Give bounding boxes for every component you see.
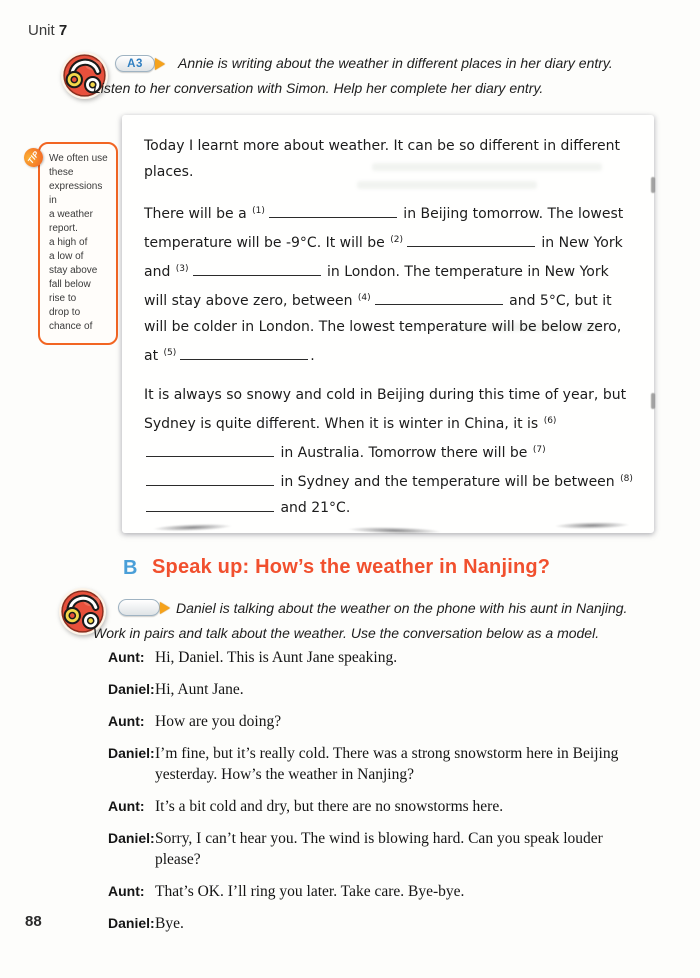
- dialogue-text: How are you doing?: [155, 713, 282, 730]
- tip-expression: rise to: [49, 293, 77, 304]
- tip-box: [25, 142, 118, 345]
- diary-text-segment: and 5°C, but it will be colder in London. The lowest temperature will be below zero, at: [144, 293, 622, 364]
- section-b-title: Speak up: How’s the weather in Nanjing?: [152, 556, 551, 578]
- diary-text-segment: and 21°C.: [276, 500, 351, 516]
- dialogue-text: That’s OK. I’ll ring you later. Take care. Bye-bye.: [155, 883, 465, 900]
- tip-intro-line: these: [49, 167, 74, 178]
- unit-prefix: Unit: [28, 22, 55, 39]
- activity-a-instruction-line2: Listen to her conversation with Simon. Help her complete her diary entry.: [93, 80, 544, 96]
- tip-expression: a low of: [49, 251, 84, 262]
- torn-edge-shadow: [332, 524, 457, 536]
- play-icon: [160, 602, 170, 614]
- tip-expression: chance of: [49, 321, 93, 332]
- dialogue-text: Sorry, I can’t hear you. The wind is blowing hard. Can you speak louder please?: [155, 830, 603, 868]
- diary-blank-2: [407, 243, 535, 247]
- section-b-letter: B: [123, 557, 138, 579]
- paper-tear-mark: [651, 177, 655, 193]
- dialogue-speaker: Aunt:: [108, 883, 145, 899]
- diary-blank-4: [375, 301, 503, 305]
- dialogue-speaker: Aunt:: [108, 713, 145, 729]
- dialogue-text: I’m fine, but it’s really cold. There was a strong snowstorm here in Beijing yesterday. How’s the weather in Nanjing?: [155, 745, 619, 783]
- tip-intro-line: a weather: [49, 209, 93, 220]
- diary-text-segment: It is always so snowy and cold in Beijing during this time of year, but Sydney is quite different. When it is winter in China, it is: [144, 387, 627, 432]
- diary-text-segment: in New York and: [144, 235, 623, 280]
- blank-number-4: (4): [357, 293, 371, 303]
- blank-number-3: (3): [175, 264, 189, 274]
- page-number: 88: [25, 913, 42, 930]
- diary-blank-6: [146, 453, 274, 457]
- tip-badge-label: TIP: [25, 149, 42, 166]
- unit-number: 7: [58, 22, 68, 39]
- section-b-instruction-line1: Daniel is talking about the weather on the phone with his aunt in Nanjing.: [176, 600, 628, 616]
- dialogue-speaker: Daniel:: [108, 830, 155, 846]
- diary-blank-3: [193, 272, 321, 276]
- dialogue-speaker: Aunt:: [108, 798, 145, 814]
- paper-tear-mark: [651, 393, 655, 409]
- dialogue-speaker: Daniel:: [108, 745, 155, 761]
- dialogue-turn: [108, 796, 648, 817]
- dialogue-turn: [108, 679, 648, 700]
- diary-blank-1: [269, 214, 397, 218]
- blank-number-7: (7): [532, 445, 546, 455]
- diary-paragraph-sydney: [144, 382, 636, 521]
- dialogue-turn: [108, 647, 648, 668]
- dialogue-turn: [108, 913, 648, 934]
- diary-paragraph-forecast: [144, 198, 636, 369]
- diary-text-segment: in Sydney and the temperature will be between: [276, 474, 620, 490]
- tip-intro-line: report.: [49, 223, 78, 234]
- diary-text-segment: Today I learnt more about weather. It can be so different in different places.: [144, 138, 620, 180]
- dialogue: [108, 647, 648, 945]
- tip-expression: stay above: [49, 265, 98, 276]
- tip-badge: [20, 144, 46, 170]
- torn-edge-shadow: [542, 520, 642, 531]
- diary-paragraph-intro: [144, 133, 636, 185]
- diary-blank-5: [180, 356, 308, 360]
- diary-paper: [122, 115, 654, 533]
- activity-a-instruction-line1: Annie is writing about the weather in different places in her diary entry.: [178, 55, 613, 71]
- tip-expression: drop to: [49, 307, 81, 318]
- diary-blank-7: [146, 482, 274, 486]
- dialogue-turn: [108, 828, 648, 870]
- blank-number-8: (8): [620, 474, 633, 484]
- play-icon: [155, 58, 165, 70]
- diary-text-segment: in London. The temperature in New York will stay above zero, between: [144, 264, 609, 309]
- activity-a3-badge: [115, 55, 155, 72]
- dialogue-speaker: Daniel:: [108, 915, 155, 931]
- tip-expression: a high of: [49, 237, 88, 248]
- dialogue-turn: [108, 881, 648, 902]
- diary-text-segment: There will be a: [144, 206, 252, 222]
- dialogue-text: Hi, Daniel. This is Aunt Jane speaking.: [155, 649, 398, 666]
- diary-text-segment: in Australia. Tomorrow there will be: [276, 445, 532, 461]
- tip-expression: fall below: [49, 279, 91, 290]
- unit-label: [28, 22, 67, 39]
- tip-intro-line: We often use: [49, 153, 108, 164]
- listen-badge: [118, 599, 160, 616]
- blank-number-6: (6): [543, 416, 557, 426]
- diary-blank-8: [146, 508, 274, 512]
- blank-number-1: (1): [252, 206, 265, 216]
- dialogue-speaker: Daniel:: [108, 681, 155, 697]
- blank-number-2: (2): [390, 235, 403, 245]
- dialogue-text: Hi, Aunt Jane.: [155, 681, 244, 698]
- diary-text-segment: .: [310, 348, 315, 364]
- dialogue-text: Bye.: [155, 915, 184, 932]
- blank-number-5: (5): [163, 348, 177, 358]
- dialogue-text: It’s a bit cold and dry, but there are no snowstorms here.: [155, 798, 504, 815]
- dialogue-turn: [108, 743, 648, 785]
- activity-a3-badge-label: A3: [127, 57, 143, 70]
- diary-text: [144, 133, 636, 534]
- section-b-instruction-line2: Work in pairs and talk about the weather. Use the conversation below as a model.: [93, 625, 600, 641]
- dialogue-speaker: Aunt:: [108, 649, 145, 665]
- diary-text-segment: in Beijing tomorrow. The lowest temperature will be -9°C. It will be: [144, 206, 624, 251]
- tip-intro-line: expressions in: [49, 181, 103, 206]
- dialogue-turn: [108, 711, 648, 732]
